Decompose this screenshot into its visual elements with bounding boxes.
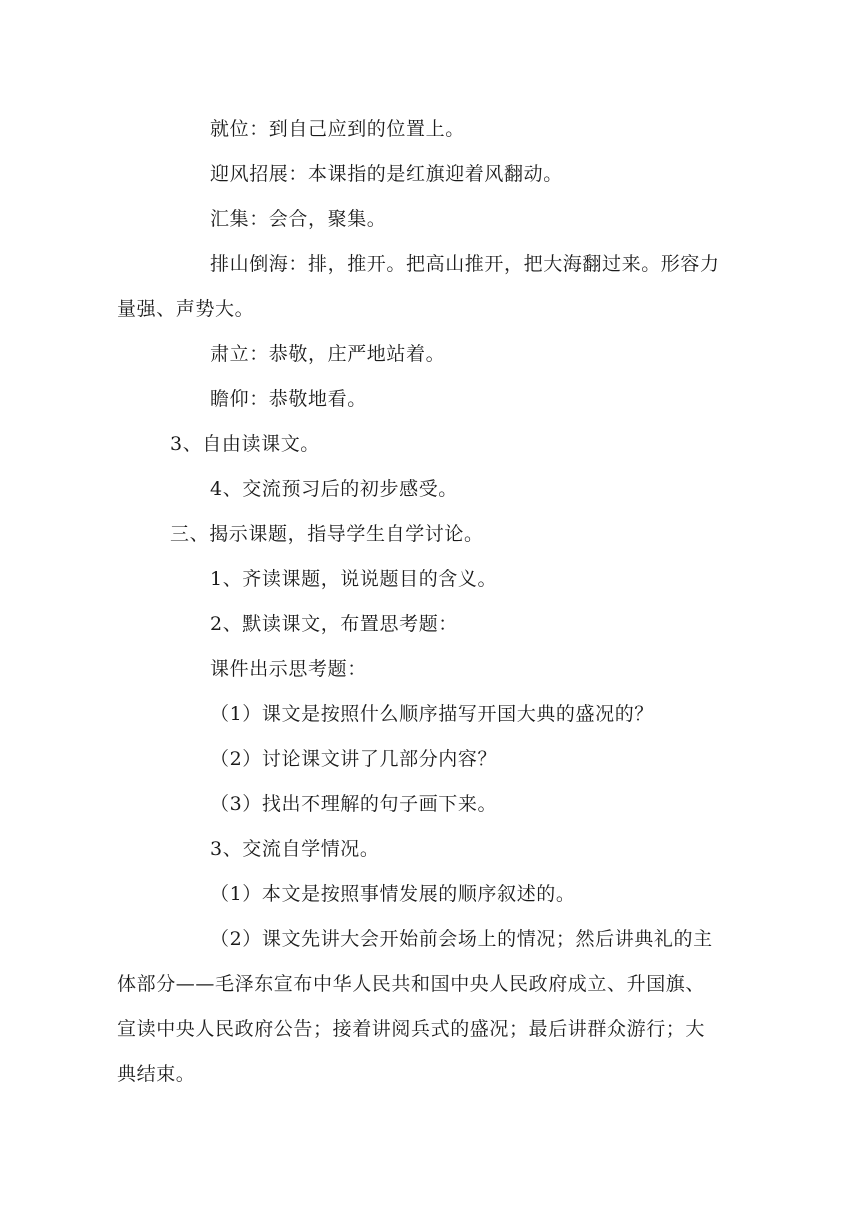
answer-1: （1）本文是按照事情发展的顺序叙述的。 bbox=[210, 883, 576, 905]
question-3: （3）找出不理解的句子画下来。 bbox=[210, 793, 498, 815]
definition-paishan-line1: 排山倒海：排，推开。把高山推开，把大海翻过来。形容力 bbox=[210, 253, 720, 275]
definition-huiji: 汇集：会合，聚集。 bbox=[210, 208, 387, 230]
courseware-prompt: 课件出示思考题： bbox=[210, 658, 367, 680]
section-heading-three: 三、揭示课题，指导学生自学讨论。 bbox=[170, 523, 484, 545]
answer-2-line4: 典结束。 bbox=[117, 1063, 196, 1085]
step-free-reading: 3、自由读课文。 bbox=[170, 433, 320, 455]
answer-2-line1: （2）课文先讲大会开始前会场上的情况；然后讲典礼的主 bbox=[210, 928, 713, 950]
definition-jiuwei: 就位：到自己应到的位置上。 bbox=[210, 118, 465, 140]
question-1: （1）课文是按照什么顺序描写开国大典的盛况的？ bbox=[210, 703, 654, 725]
step-read-title: 1、齐读课题，说说题目的含义。 bbox=[210, 568, 498, 590]
answer-2-line3: 宣读中央人民政府公告；接着讲阅兵式的盛况；最后讲群众游行；大 bbox=[117, 1018, 706, 1040]
step-share-feelings: 4、交流预习后的初步感受。 bbox=[210, 478, 458, 500]
answer-2-line2: 体部分——毛泽东宣布中华人民共和国中央人民政府成立、升国旗、 bbox=[117, 973, 706, 995]
question-2: （2）讨论课文讲了几部分内容？ bbox=[210, 748, 498, 770]
definition-zhanyang: 瞻仰：恭敬地看。 bbox=[210, 388, 367, 410]
definition-paishan-line2: 量强、声势大。 bbox=[117, 298, 255, 320]
step-exchange: 3、交流自学情况。 bbox=[210, 838, 380, 860]
step-silent-reading: 2、默读课文，布置思考题： bbox=[210, 613, 458, 635]
definition-yingfeng: 迎风招展：本课指的是红旗迎着风翻动。 bbox=[210, 163, 563, 185]
definition-suli: 肃立：恭敬，庄严地站着。 bbox=[210, 343, 446, 365]
